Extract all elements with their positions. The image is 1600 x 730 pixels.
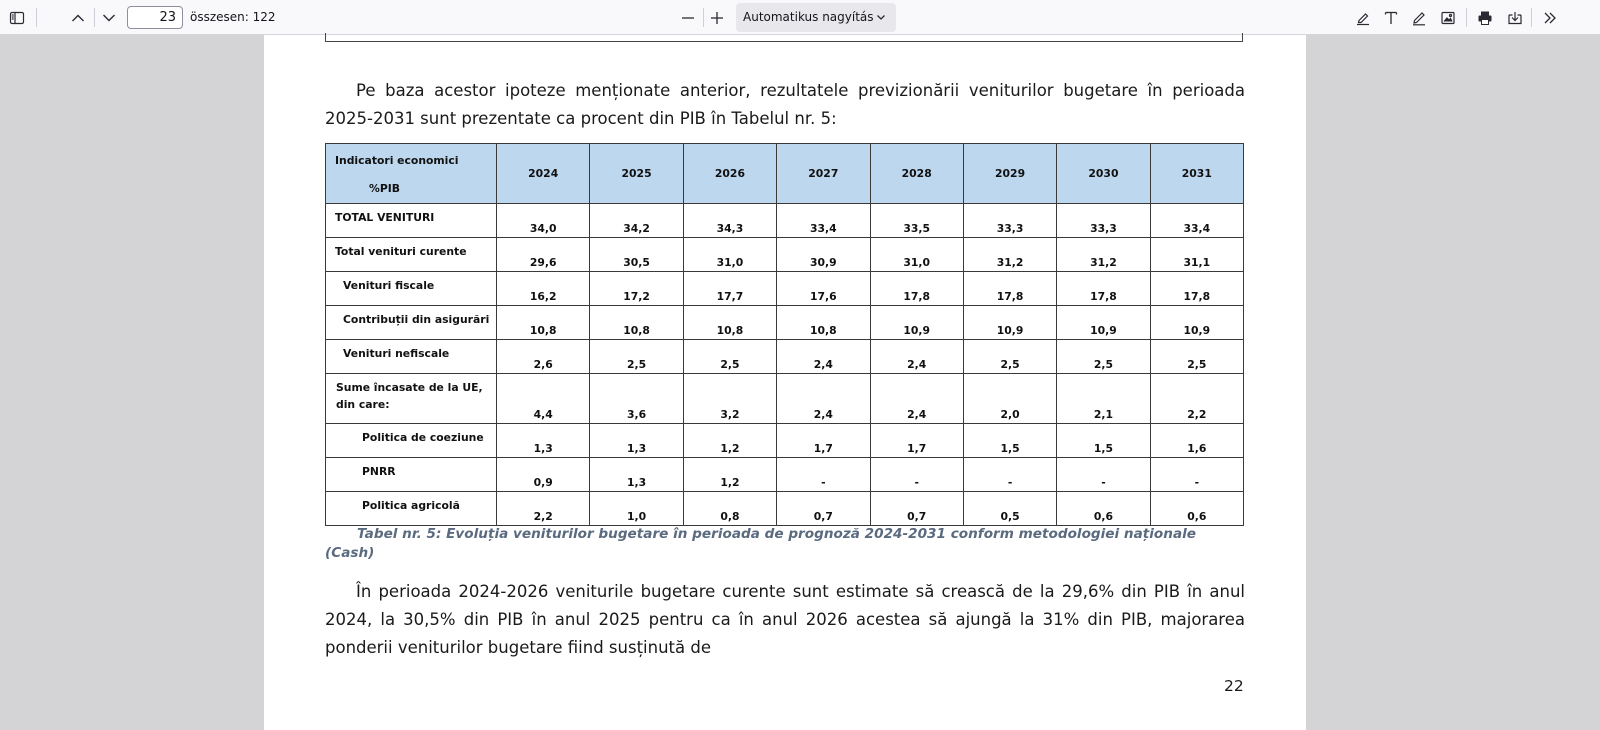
print-icon[interactable] bbox=[1472, 5, 1498, 31]
zoom-select[interactable] bbox=[736, 3, 896, 32]
paragraph-analysis-text: În perioada 2024-2026 veniturile bugetare curente sunt estimate să crească de la 29,6% din PIB în anul 2024, la 30,5% din PIB în anul 2025 pentru ca în anul 2026 acestea să ajungă la 31% din PIB, majorarea ponderii veniturilor bugetare fiind susținută de bbox=[325, 582, 1245, 657]
row-label: TOTAL VENITURI bbox=[326, 204, 497, 238]
table-cell: 31,1 bbox=[1150, 238, 1243, 272]
double-chevron-right-icon[interactable] bbox=[1537, 5, 1563, 31]
table-cell: 33,4 bbox=[777, 204, 870, 238]
table-cell: 1,0 bbox=[590, 492, 683, 526]
table-cell: - bbox=[1150, 458, 1243, 492]
toolbar-divider bbox=[94, 8, 95, 27]
table-cell: 16,2 bbox=[497, 272, 590, 306]
table-cell: 31,0 bbox=[683, 238, 776, 272]
table-cell: 33,3 bbox=[963, 204, 1056, 238]
table-cell: 1,7 bbox=[870, 424, 963, 458]
table-cell: 2,4 bbox=[870, 374, 963, 424]
year-header: 2026 bbox=[683, 144, 776, 204]
table-cell: 0,5 bbox=[963, 492, 1056, 526]
table-cell: 2,0 bbox=[963, 374, 1056, 424]
sidebar-toggle-icon[interactable] bbox=[4, 5, 30, 31]
table-row bbox=[326, 340, 1244, 374]
row-label: Venituri nefiscale bbox=[326, 340, 497, 374]
year-header: 2027 bbox=[777, 144, 870, 204]
table-bottom-border bbox=[325, 33, 1243, 42]
table-cell: 0,7 bbox=[870, 492, 963, 526]
page-number-footer: 22 bbox=[1224, 677, 1244, 695]
table-cell: 0,6 bbox=[1057, 492, 1150, 526]
table-row bbox=[326, 238, 1244, 272]
table-cell: 33,4 bbox=[1150, 204, 1243, 238]
table-cell: 17,8 bbox=[870, 272, 963, 306]
table-row bbox=[326, 272, 1244, 306]
table-cell: - bbox=[963, 458, 1056, 492]
table-cell: 4,4 bbox=[497, 374, 590, 424]
table-cell: 10,8 bbox=[590, 306, 683, 340]
table-cell: - bbox=[777, 458, 870, 492]
table-cell: 2,5 bbox=[590, 340, 683, 374]
table-cell: 2,4 bbox=[870, 340, 963, 374]
image-icon[interactable] bbox=[1435, 5, 1461, 31]
table-cell: 1,3 bbox=[590, 424, 683, 458]
paragraph-intro bbox=[325, 77, 1245, 133]
revenue-table bbox=[325, 143, 1244, 526]
toolbar-divider bbox=[1466, 8, 1467, 27]
save-icon[interactable] bbox=[1502, 5, 1528, 31]
table-cell: 30,5 bbox=[590, 238, 683, 272]
chevron-down-icon[interactable] bbox=[96, 5, 122, 31]
table-cell: 1,7 bbox=[777, 424, 870, 458]
table-cell: 34,2 bbox=[590, 204, 683, 238]
row-label-line: Sume încasate de la UE, bbox=[336, 381, 483, 394]
table-cell: 3,6 bbox=[590, 374, 683, 424]
row-label bbox=[326, 374, 497, 424]
table-cell: 2,2 bbox=[497, 492, 590, 526]
header-unit: %PIB bbox=[369, 182, 400, 195]
table-header-indicator bbox=[326, 144, 497, 204]
table-row bbox=[326, 424, 1244, 458]
table-cell: 1,3 bbox=[590, 458, 683, 492]
table-cell: 2,4 bbox=[777, 374, 870, 424]
header-label: Indicatori economici bbox=[335, 154, 459, 167]
table-cell: 2,6 bbox=[497, 340, 590, 374]
table-cell: 10,8 bbox=[683, 306, 776, 340]
table-cell: 10,9 bbox=[870, 306, 963, 340]
year-header: 2030 bbox=[1057, 144, 1150, 204]
pen-icon[interactable] bbox=[1406, 5, 1432, 31]
table-cell: 29,6 bbox=[497, 238, 590, 272]
table-cell: 1,5 bbox=[1057, 424, 1150, 458]
table-row bbox=[326, 492, 1244, 526]
zoom-select-value: Automatikus nagyítás bbox=[743, 10, 874, 24]
table-cell: 31,2 bbox=[1057, 238, 1150, 272]
row-label: Contribuții din asigurări bbox=[326, 306, 497, 340]
table-row bbox=[326, 458, 1244, 492]
table-cell: 10,8 bbox=[777, 306, 870, 340]
pdf-page bbox=[264, 35, 1306, 730]
year-header: 2029 bbox=[963, 144, 1056, 204]
row-label: Politica agricolă bbox=[326, 492, 497, 526]
table-cell: 2,5 bbox=[1057, 340, 1150, 374]
table-cell: 2,1 bbox=[1057, 374, 1150, 424]
table-row bbox=[326, 306, 1244, 340]
table-cell: 10,9 bbox=[1150, 306, 1243, 340]
table-cell: 1,2 bbox=[683, 458, 776, 492]
row-label: PNRR bbox=[326, 458, 497, 492]
pdf-toolbar bbox=[0, 0, 1600, 35]
table-cell: 0,9 bbox=[497, 458, 590, 492]
chevron-up-icon[interactable] bbox=[65, 5, 91, 31]
minus-icon[interactable] bbox=[675, 5, 701, 31]
toolbar-divider bbox=[1531, 8, 1532, 27]
table-cell: 0,8 bbox=[683, 492, 776, 526]
year-header: 2025 bbox=[590, 144, 683, 204]
table-cell: 1,2 bbox=[683, 424, 776, 458]
table-cell: 17,2 bbox=[590, 272, 683, 306]
table-cell: 17,7 bbox=[683, 272, 776, 306]
table-cell: 10,9 bbox=[963, 306, 1056, 340]
year-header: 2024 bbox=[497, 144, 590, 204]
table-cell: 1,6 bbox=[1150, 424, 1243, 458]
chevron-down-icon bbox=[875, 11, 887, 23]
table-cell: 34,0 bbox=[497, 204, 590, 238]
table-cell: 2,2 bbox=[1150, 374, 1243, 424]
table-cell: 34,3 bbox=[683, 204, 776, 238]
paragraph-intro-text: Pe baza acestor ipoteze menționate anterior, rezultatele previzionării veniturilor bugetare în perioada 2025-2031 sunt prezentate ca procent din PIB în Tabelul nr. 5: bbox=[325, 81, 1245, 128]
paragraph-analysis bbox=[325, 578, 1245, 662]
table-cell: 31,0 bbox=[870, 238, 963, 272]
highlighter-icon[interactable] bbox=[1350, 5, 1376, 31]
table-cell: 33,3 bbox=[1057, 204, 1150, 238]
text-icon[interactable] bbox=[1378, 5, 1404, 31]
row-label-line: din care: bbox=[336, 398, 390, 411]
table-header-row bbox=[326, 144, 1244, 204]
year-header: 2028 bbox=[870, 144, 963, 204]
page-number-input[interactable]: 23 bbox=[127, 6, 183, 29]
table-cell: - bbox=[1057, 458, 1150, 492]
plus-icon[interactable] bbox=[704, 5, 730, 31]
table-cell: - bbox=[870, 458, 963, 492]
toolbar-divider bbox=[36, 8, 37, 27]
table-cell: 30,9 bbox=[777, 238, 870, 272]
table-cell: 1,3 bbox=[497, 424, 590, 458]
table-cell: 3,2 bbox=[683, 374, 776, 424]
table-cell: 0,6 bbox=[1150, 492, 1243, 526]
table-cell: 2,5 bbox=[683, 340, 776, 374]
table-row bbox=[326, 374, 1244, 424]
table-cell: 2,5 bbox=[1150, 340, 1243, 374]
row-label: Venituri fiscale bbox=[326, 272, 497, 306]
table-cell: 10,8 bbox=[497, 306, 590, 340]
table-cell: 10,9 bbox=[1057, 306, 1150, 340]
table-cell: 0,7 bbox=[777, 492, 870, 526]
table-cell: 17,8 bbox=[963, 272, 1056, 306]
table-cell: 17,8 bbox=[1150, 272, 1243, 306]
table-cell: 2,4 bbox=[777, 340, 870, 374]
table-row bbox=[326, 204, 1244, 238]
table-cell: 1,5 bbox=[963, 424, 1056, 458]
table-cell: 17,6 bbox=[777, 272, 870, 306]
table-cell: 33,5 bbox=[870, 204, 963, 238]
page-total-label: összesen: 122 bbox=[190, 10, 276, 24]
table-cell: 2,5 bbox=[963, 340, 1056, 374]
row-label: Politica de coeziune bbox=[326, 424, 497, 458]
table-cell: 31,2 bbox=[963, 238, 1056, 272]
table-caption: Tabel nr. 5: Evoluția veniturilor bugetare în perioada de prognoză 2024-2031 conform metodologiei naționale (Cash) bbox=[325, 526, 1197, 561]
table-cell: 17,8 bbox=[1057, 272, 1150, 306]
row-label: Total venituri curente bbox=[326, 238, 497, 272]
year-header: 2031 bbox=[1150, 144, 1243, 204]
